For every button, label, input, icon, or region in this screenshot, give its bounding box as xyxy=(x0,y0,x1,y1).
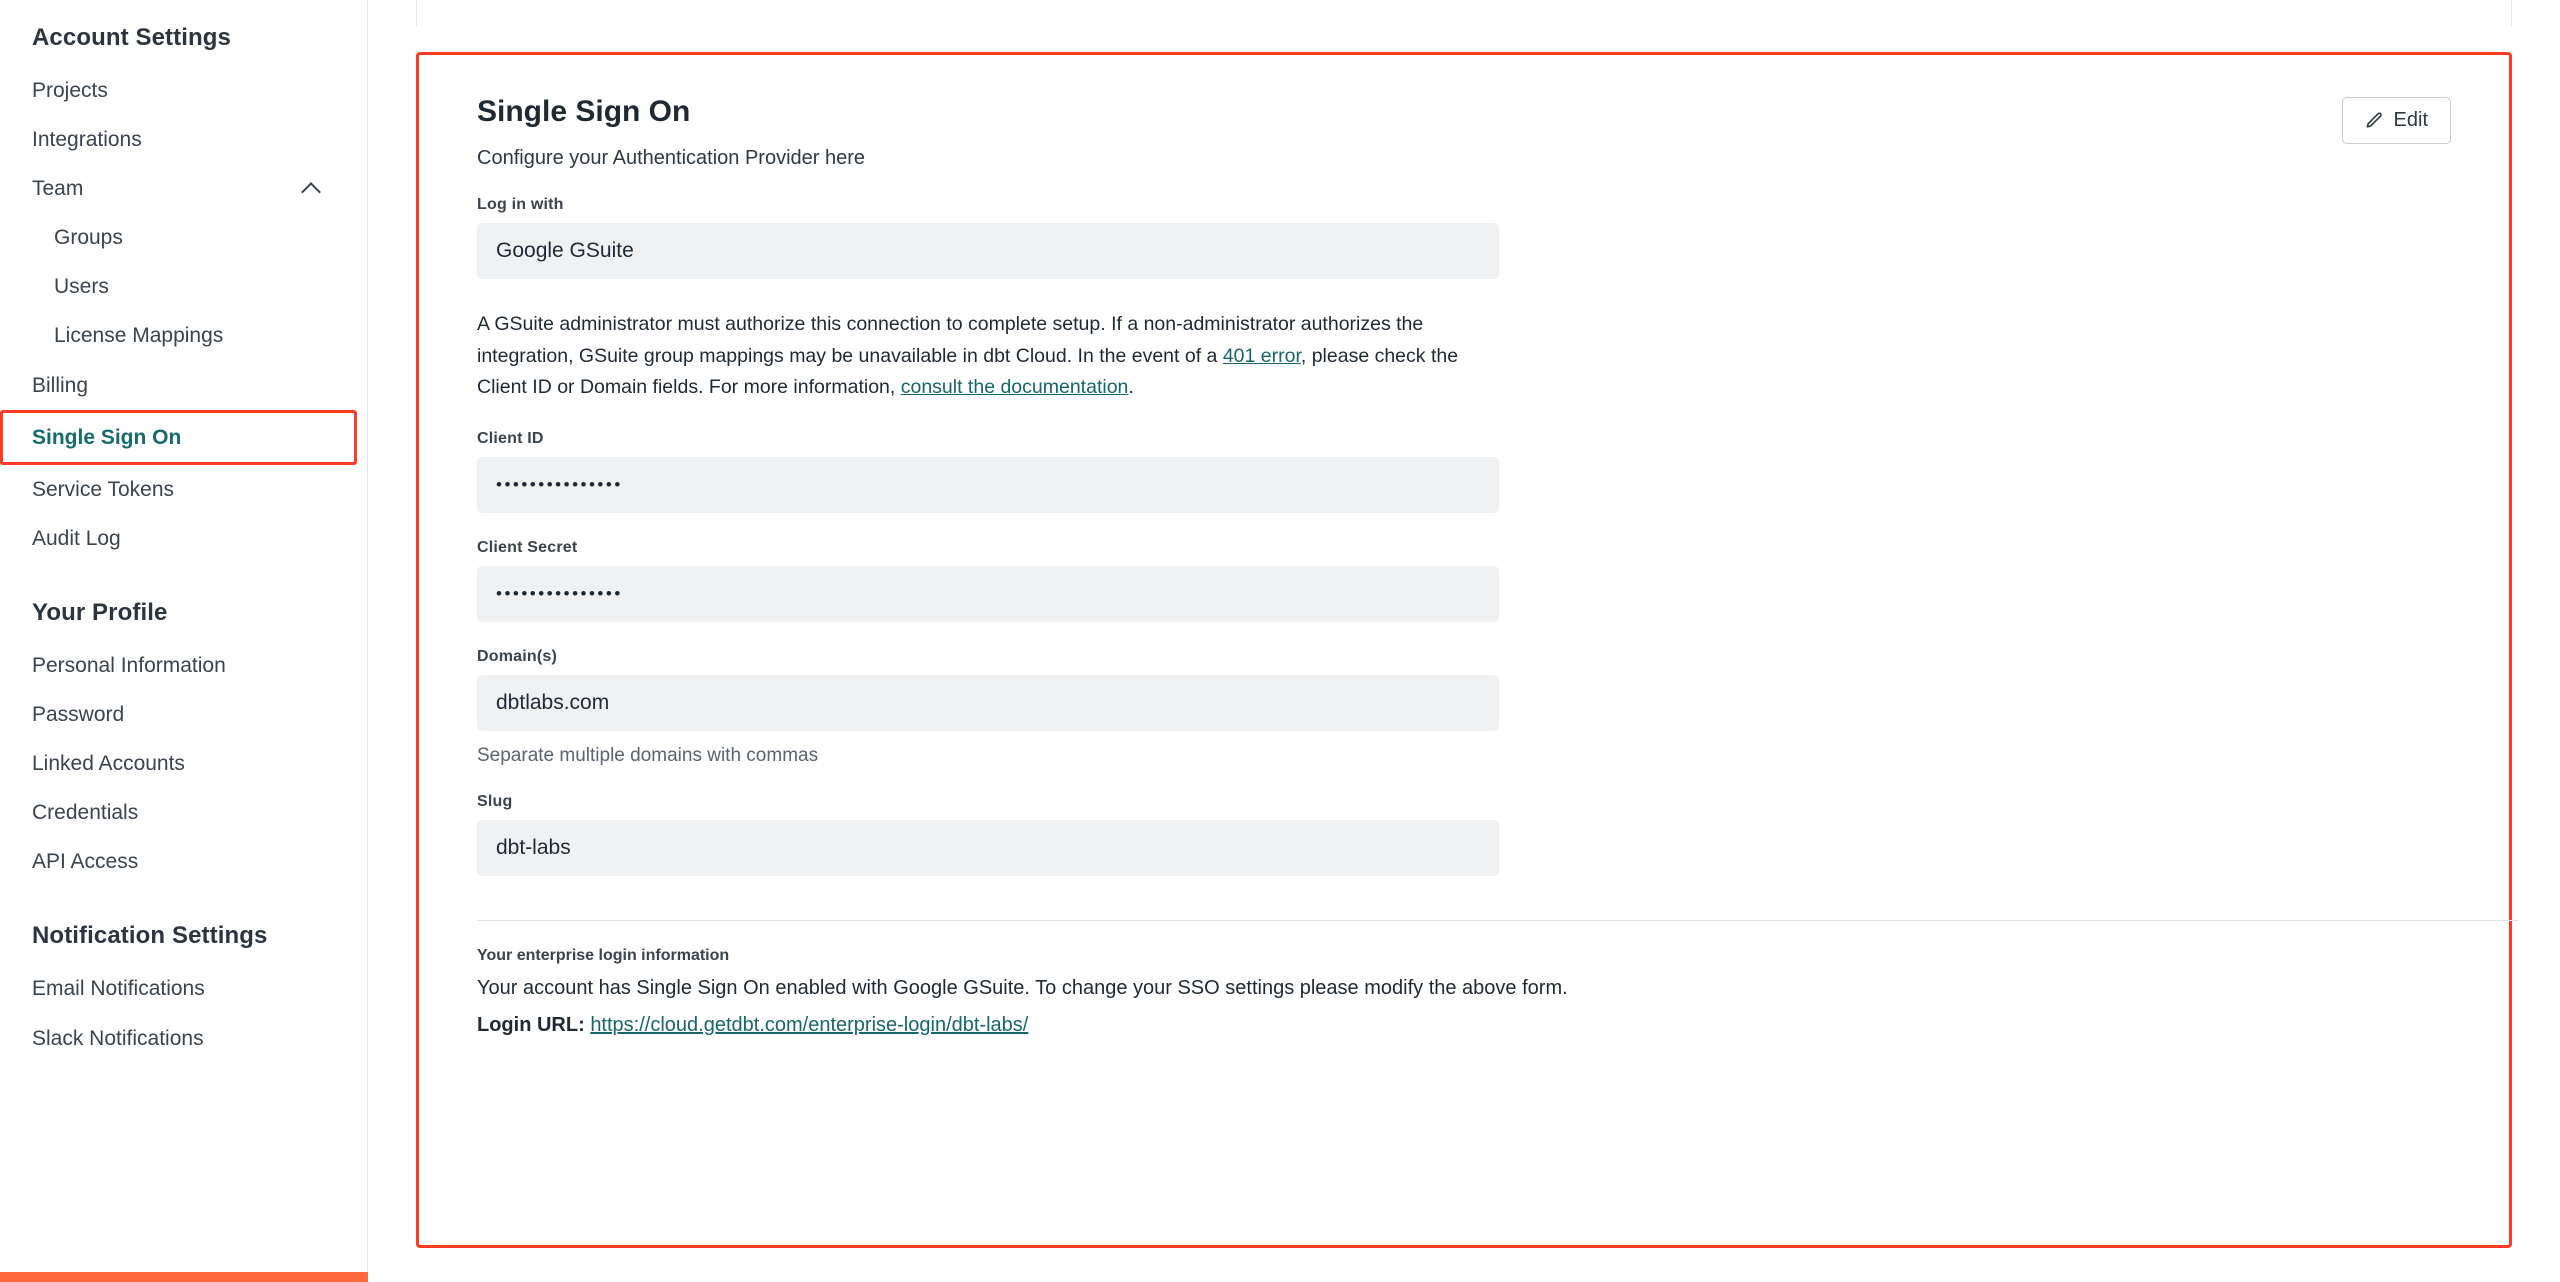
sidebar-item-credentials[interactable] xyxy=(0,788,367,837)
sidebar-section-title-notification-settings: Notification Settings xyxy=(32,922,268,950)
card-header xyxy=(477,95,2451,170)
login-url-link[interactable]: https://cloud.getdbt.com/enterprise-login/dbt-labs/ xyxy=(590,1013,1029,1036)
documentation-link[interactable]: consult the documentation xyxy=(900,376,1129,399)
sidebar-item-api-access[interactable] xyxy=(0,837,367,886)
sidebar-item-personal-information[interactable] xyxy=(0,641,367,690)
sidebar-item-projects[interactable] xyxy=(0,66,367,115)
slug-field xyxy=(477,793,2451,876)
login-url-row xyxy=(477,1014,2451,1037)
pencil-icon xyxy=(2365,111,2384,130)
sidebar-item-service-tokens[interactable] xyxy=(0,465,367,514)
sidebar-item-team[interactable] xyxy=(0,164,367,213)
note-text-part1: A GSuite administrator must authorize this connection to complete setup. If a non-administrator authorizes the integration, GSuite group mappings may be unavailable in dbt Cloud. In the event of a xyxy=(477,313,1424,367)
sidebar-item-label: Audit Log xyxy=(32,526,121,550)
sidebar-item-billing[interactable] xyxy=(0,361,367,410)
sidebar-section-title-your-profile: Your Profile xyxy=(32,598,168,626)
login-url-label: Login URL: xyxy=(477,1013,585,1036)
brand-accent-strip xyxy=(0,1272,368,1282)
sidebar-item-integrations[interactable] xyxy=(0,115,367,164)
slug-label: Slug xyxy=(477,792,513,810)
client-id-input[interactable]: ••••••••••••••• xyxy=(477,457,1499,513)
sidebar-item-label: Password xyxy=(32,703,125,727)
sidebar-item-single-sign-on[interactable] xyxy=(0,410,357,465)
client-id-label: Client ID xyxy=(477,429,544,447)
chevron-up-icon xyxy=(303,180,321,198)
sidebar-item-email-notifications[interactable] xyxy=(0,964,367,1013)
domains-field xyxy=(477,648,2451,767)
401-error-link[interactable]: 401 error xyxy=(1222,344,1301,367)
main-content xyxy=(368,0,2560,1282)
sidebar-item-slack-notifications[interactable] xyxy=(0,1014,367,1063)
sidebar-item-label: Credentials xyxy=(32,801,139,825)
domains-help-text: Separate multiple domains with commas xyxy=(477,744,819,766)
note-text-part2: , please check the Client ID or Domain fields. For more information, xyxy=(477,344,1459,399)
sidebar-item-label: Projects xyxy=(32,79,108,102)
login-with-input[interactable]: Google GSuite xyxy=(477,223,1499,279)
edit-button[interactable] xyxy=(2342,97,2451,144)
client-secret-label: Client Secret xyxy=(477,538,578,556)
note-text-part3: . xyxy=(1128,376,1134,399)
sidebar-item-label: API Access xyxy=(32,850,139,874)
sidebar-item-label: Team xyxy=(32,177,84,201)
section-divider xyxy=(477,920,2519,921)
sidebar-item-label: Service Tokens xyxy=(32,477,175,501)
sidebar-item-label: Integrations xyxy=(32,128,142,152)
sidebar-item-label: Users xyxy=(54,275,109,299)
sidebar-item-label: Groups xyxy=(54,226,123,250)
sidebar-item-license-mappings[interactable] xyxy=(0,311,367,360)
login-with-field xyxy=(477,196,2451,279)
sidebar-item-label: Email Notifications xyxy=(32,977,205,1001)
sidebar-item-groups[interactable] xyxy=(0,213,367,262)
domains-input[interactable]: dbtlabs.com xyxy=(477,675,1499,731)
page-subtitle: Configure your Authentication Provider here xyxy=(477,147,866,169)
client-secret-input[interactable]: ••••••••••••••• xyxy=(477,566,1499,622)
enterprise-login-description: Your account has Single Sign On enabled with Google GSuite. To change your SSO settings please modify the above form. xyxy=(477,976,1568,999)
sidebar-item-password[interactable] xyxy=(0,690,367,739)
single-sign-on-card xyxy=(416,52,2512,1248)
sidebar-item-linked-accounts[interactable] xyxy=(0,739,367,788)
login-with-label: Log in with xyxy=(477,196,564,213)
client-id-field xyxy=(477,430,2451,513)
domains-label: Domain(s) xyxy=(477,647,558,665)
sidebar-section-title-account-settings: Account Settings xyxy=(32,24,231,51)
sidebar-item-users[interactable] xyxy=(0,262,367,311)
sidebar-item-label: License Mappings xyxy=(54,324,224,348)
sidebar-item-label: Billing xyxy=(32,373,89,397)
sidebar-item-label: Slack Notifications xyxy=(32,1026,204,1050)
client-secret-field xyxy=(477,539,2451,622)
sidebar-item-label: Personal Information xyxy=(32,653,226,677)
edit-button-label: Edit xyxy=(2393,109,2428,131)
enterprise-login-label: Your enterprise login information xyxy=(477,946,730,964)
sidebar xyxy=(0,0,368,1282)
gsuite-admin-note xyxy=(477,309,1502,404)
previous-card-bottom-edge xyxy=(416,0,2512,26)
page-title: Single Sign On xyxy=(477,95,691,128)
sidebar-item-label: Linked Accounts xyxy=(32,752,185,776)
sidebar-item-audit-log[interactable] xyxy=(0,514,367,563)
sidebar-item-label: Single Sign On xyxy=(32,425,182,449)
slug-input[interactable]: dbt-labs xyxy=(477,820,1499,876)
